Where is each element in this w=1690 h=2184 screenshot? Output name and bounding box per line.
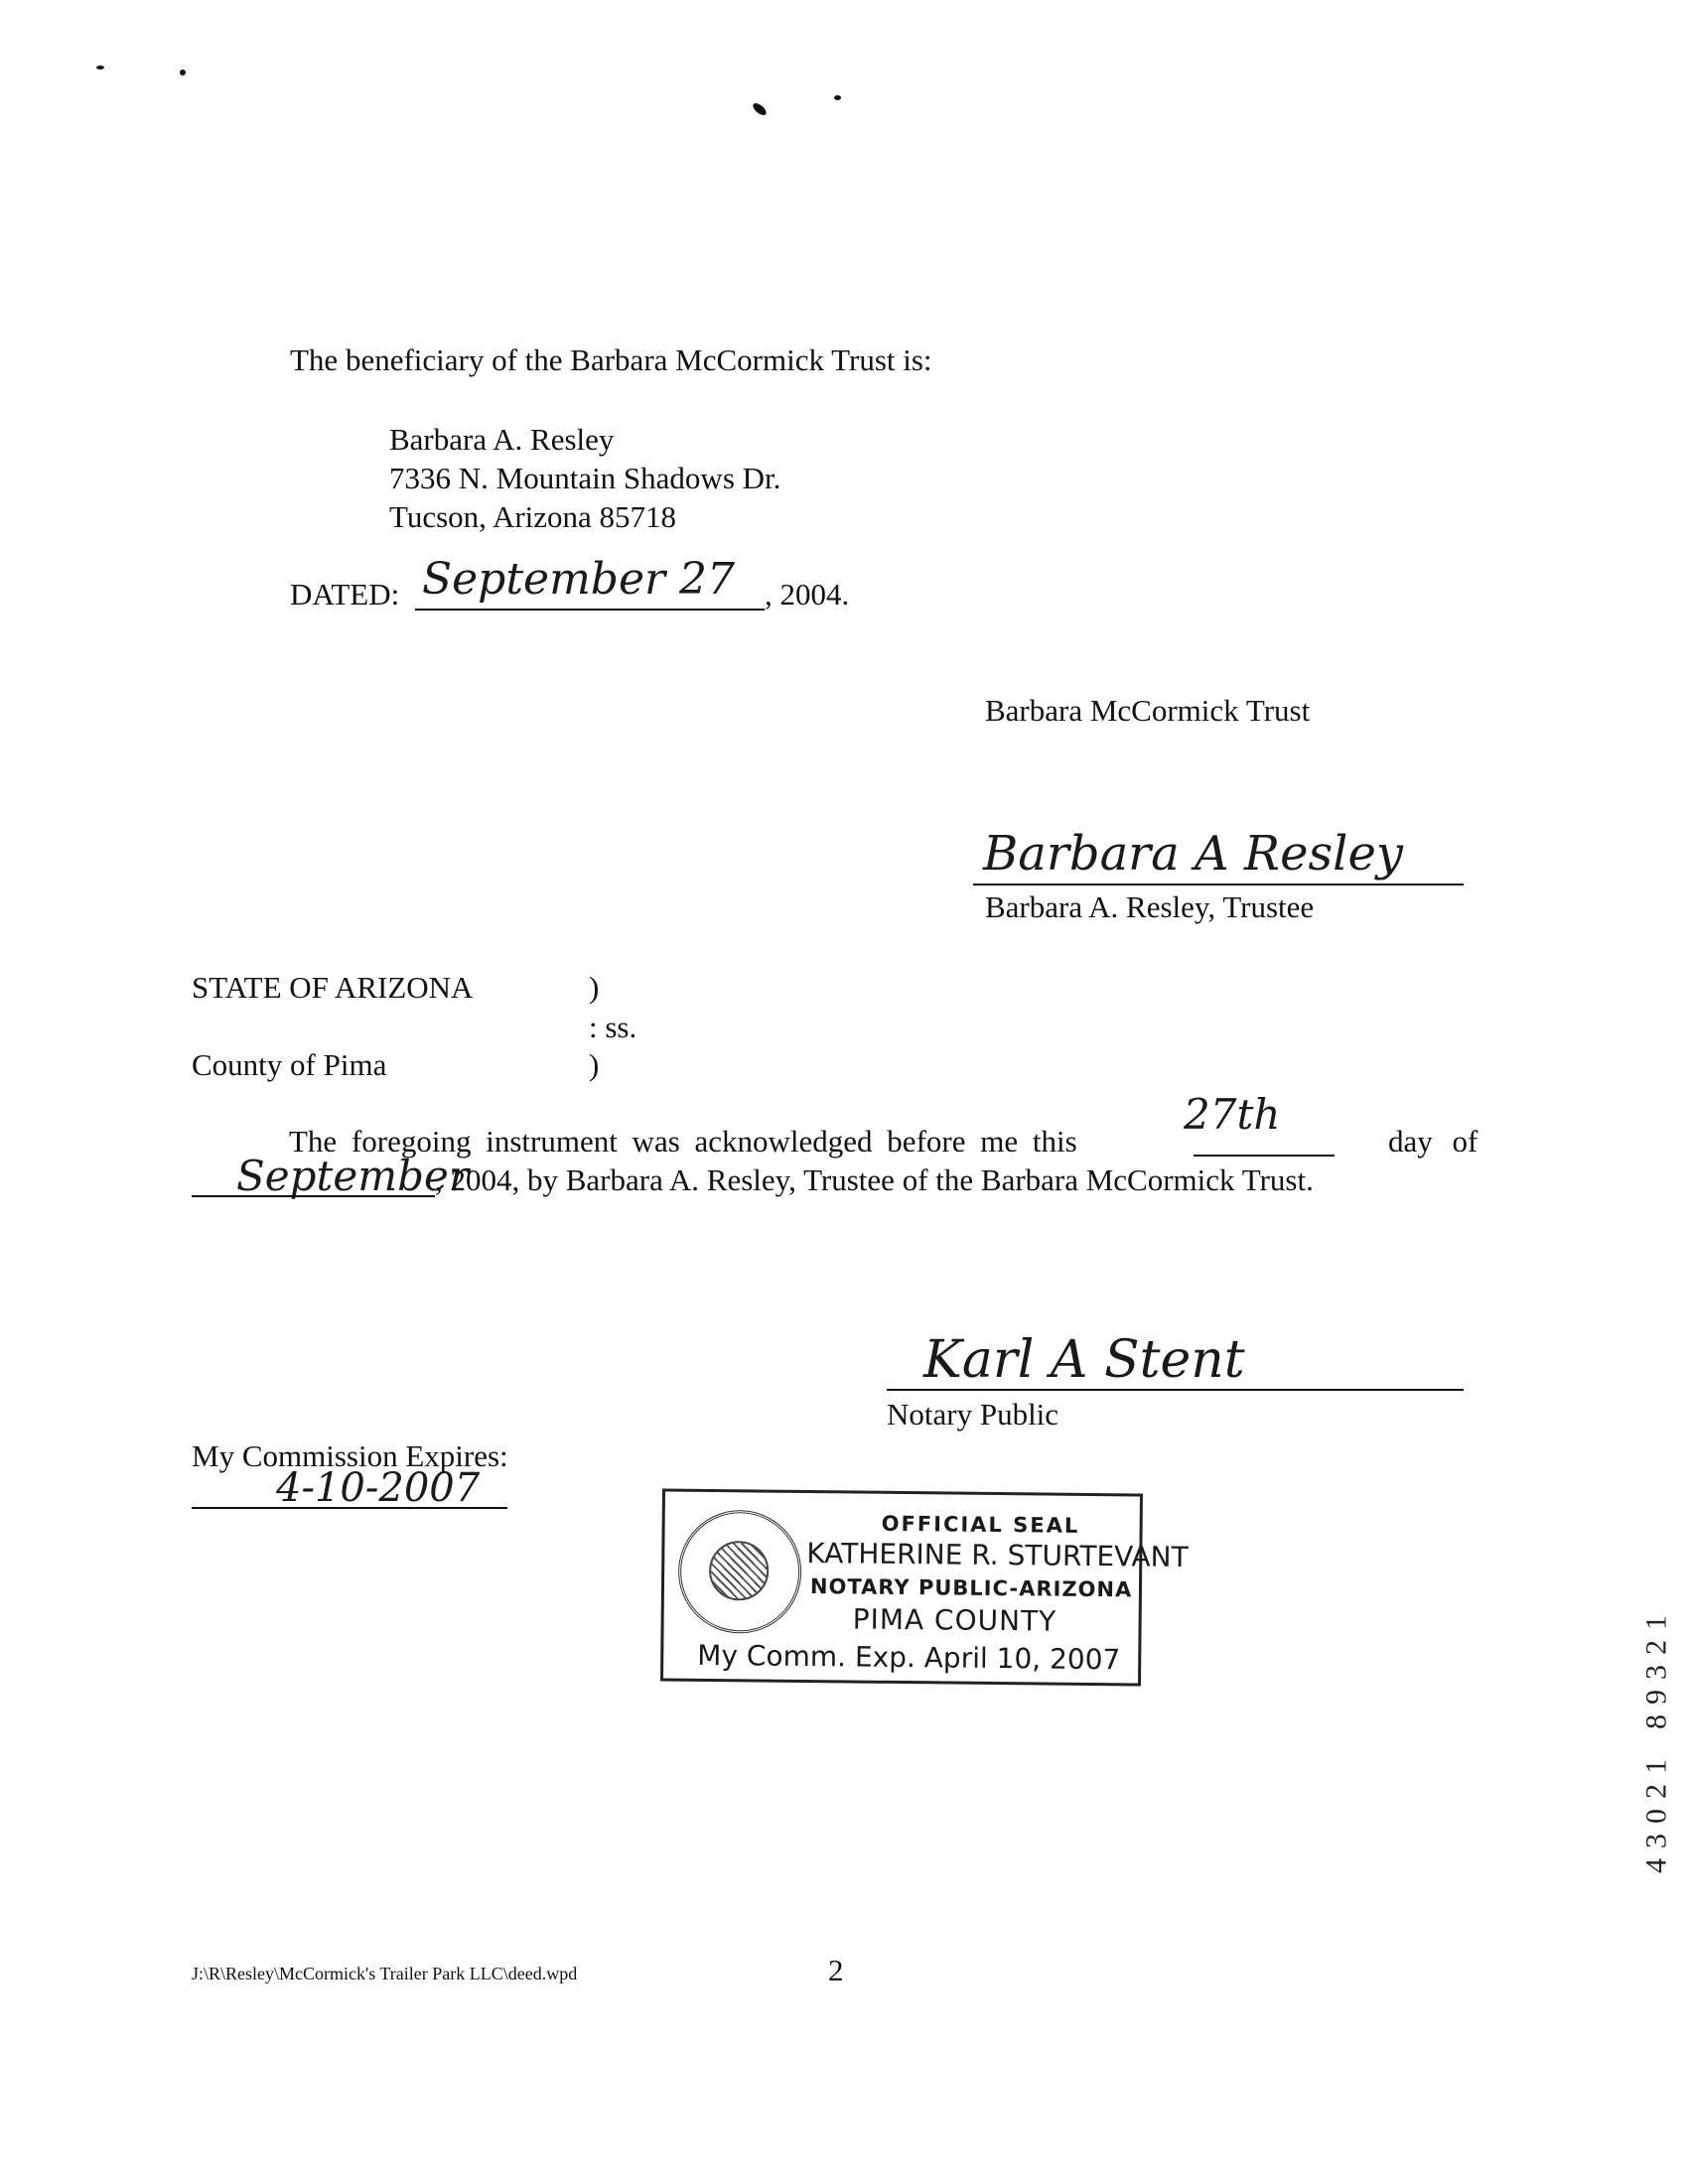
ack-month-handwritten: September	[236, 1152, 469, 1200]
trustee-signature: Barbara A Resley	[983, 826, 1403, 882]
commission-date-handwritten: 4-10-2007	[276, 1465, 481, 1511]
seal-county: PIMA COUNTY	[852, 1602, 1057, 1638]
venue-paren-open: )	[589, 970, 600, 1005]
commission-underline	[192, 1507, 507, 1509]
trust-name: Barbara McCormick Trust	[985, 693, 1311, 728]
beneficiary-name: Barbara A. Resley	[389, 422, 615, 457]
scan-speck	[834, 95, 841, 100]
notary-caption: Notary Public	[887, 1397, 1059, 1432]
ack-day-handwritten: 27th	[1184, 1090, 1281, 1139]
seal-commission-expiry: My Comm. Exp. April 10, 2007	[697, 1638, 1121, 1677]
margin-recording-number: 1 2 3 9 8 1 2 0 3 4	[1639, 1615, 1673, 1873]
venue-county: County of Pima	[192, 1047, 387, 1082]
ack-day-of: day of	[1388, 1124, 1479, 1159]
notary-signature: Karl A Stent	[923, 1330, 1245, 1390]
ack-line1: The foregoing instrument was acknowledged before me this	[289, 1124, 1077, 1159]
beneficiary-heading: The beneficiary of the Barbara McCormick Trust is:	[290, 342, 932, 377]
scan-speck	[180, 69, 186, 75]
dated-underline	[415, 609, 765, 611]
seal-title: OFFICIAL SEAL	[881, 1511, 1080, 1538]
official-seal-stamp	[660, 1488, 1189, 1686]
beneficiary-city: Tucson, Arizona 85718	[389, 499, 677, 534]
commission-label: My Commission Expires:	[192, 1438, 508, 1473]
scan-speck	[751, 101, 768, 117]
beneficiary-street: 7336 N. Mountain Shadows Dr.	[389, 461, 781, 495]
seal-notary-name: KATHERINE R. STURTEVANT	[806, 1536, 1189, 1574]
page-number: 2	[828, 1953, 844, 1987]
venue-paren-close: )	[589, 1047, 600, 1082]
seal-notary-state: NOTARY PUBLIC-ARIZONA	[809, 1574, 1133, 1602]
ack-month-underline	[192, 1195, 435, 1197]
trustee-signature-line	[973, 884, 1464, 886]
dated-label: DATED:	[290, 577, 400, 612]
trustee-caption: Barbara A. Resley, Trustee	[985, 889, 1315, 924]
arizona-state-seal-icon	[678, 1510, 802, 1634]
ack-day-underline	[1194, 1155, 1335, 1157]
seal-emblem	[709, 1541, 770, 1601]
venue-state: STATE OF ARIZONA	[192, 970, 474, 1005]
notary-signature-line	[887, 1389, 1464, 1391]
footer-file-path: J:\R\Resley\McCormick's Trailer Park LLC\deed.wpd	[192, 1964, 578, 1983]
ack-line2: , 2004, by Barbara A. Resley, Trustee of the Barbara McCormick Trust.	[435, 1162, 1314, 1197]
dated-handwritten: September 27	[422, 554, 736, 605]
dated-year: , 2004.	[765, 577, 850, 612]
scan-speck	[96, 66, 104, 69]
venue-ss: : ss.	[589, 1010, 637, 1044]
